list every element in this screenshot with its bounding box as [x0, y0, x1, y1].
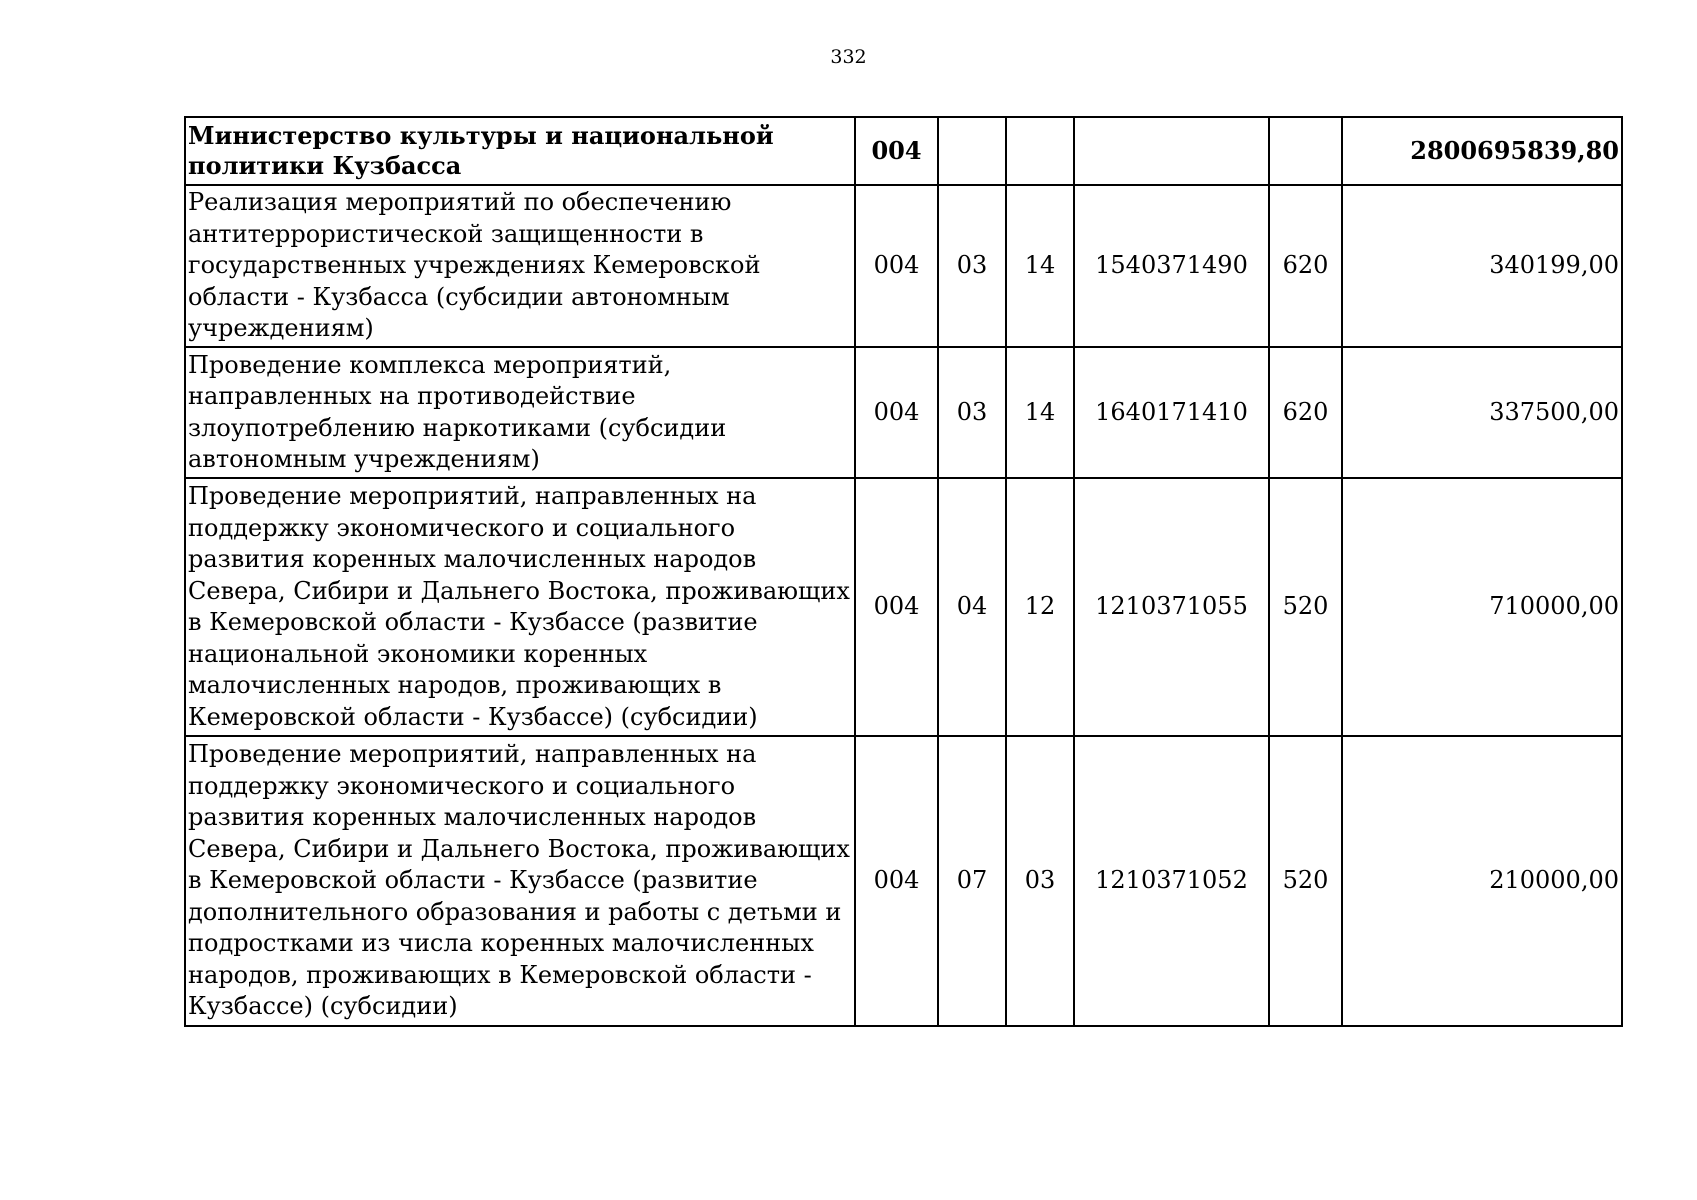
row-amount: 710000,00	[1342, 478, 1622, 736]
target-code: 1210371055	[1074, 478, 1269, 736]
target-code	[1074, 117, 1269, 185]
row-amount: 340199,00	[1342, 185, 1622, 347]
ministry-code: 004	[855, 185, 938, 347]
target-code: 1210371052	[1074, 736, 1269, 1026]
subsection-code: 14	[1006, 347, 1074, 478]
table-row	[185, 117, 1622, 185]
subsection-code: 12	[1006, 478, 1074, 736]
section-code: 03	[938, 347, 1006, 478]
row-name: Проведение мероприятий, направленных на поддержку экономического и социального развития коренных малочисленных народов Севера, Сибири и Дальнего Востока, проживающих в Кемеровской области - Кузбассе (развитие национальной экономики коренных малочисленных народов, проживающих в Кемеровской области - Кузбассе) (субсидии)	[185, 478, 855, 736]
target-code: 1640171410	[1074, 347, 1269, 478]
ministry-code: 004	[855, 117, 938, 185]
subsection-code: 14	[1006, 185, 1074, 347]
table-row	[185, 478, 1622, 736]
ministry-code: 004	[855, 347, 938, 478]
table-row	[185, 736, 1622, 1026]
row-amount: 2800695839,80	[1342, 117, 1622, 185]
section-code: 03	[938, 185, 1006, 347]
table-row	[185, 185, 1622, 347]
table-row	[185, 347, 1622, 478]
section-code	[938, 117, 1006, 185]
subsection-code: 03	[1006, 736, 1074, 1026]
row-amount: 210000,00	[1342, 736, 1622, 1026]
target-code: 1540371490	[1074, 185, 1269, 347]
expense-type-code: 520	[1269, 478, 1342, 736]
page-number: 332	[830, 46, 867, 68]
subsection-code	[1006, 117, 1074, 185]
row-name: Реализация мероприятий по обеспечению антитеррористической защищенности в государственных учреждениях Кемеровской области - Кузбасса (субсидии автономным учреждениям)	[185, 185, 855, 347]
budget-table	[184, 116, 1623, 1027]
row-name: Министерство культуры и национальной политики Кузбасса	[185, 117, 855, 185]
expense-type-code: 520	[1269, 736, 1342, 1026]
row-amount: 337500,00	[1342, 347, 1622, 478]
expense-type-code: 620	[1269, 185, 1342, 347]
expense-type-code: 620	[1269, 347, 1342, 478]
section-code: 04	[938, 478, 1006, 736]
section-code: 07	[938, 736, 1006, 1026]
row-name: Проведение комплекса мероприятий, направленных на противодействие злоупотреблению наркотиками (субсидии автономным учреждениям)	[185, 347, 855, 478]
ministry-code: 004	[855, 478, 938, 736]
ministry-code: 004	[855, 736, 938, 1026]
row-name: Проведение мероприятий, направленных на поддержку экономического и социального развития коренных малочисленных народов Севера, Сибири и Дальнего Востока, проживающих в Кемеровской области - Кузбассе (развитие дополнительного образования и работы с детьми и подростками из числа коренных малочисленных народов, проживающих в Кемеровской области - Кузбассе) (субсидии)	[185, 736, 855, 1026]
expense-type-code	[1269, 117, 1342, 185]
